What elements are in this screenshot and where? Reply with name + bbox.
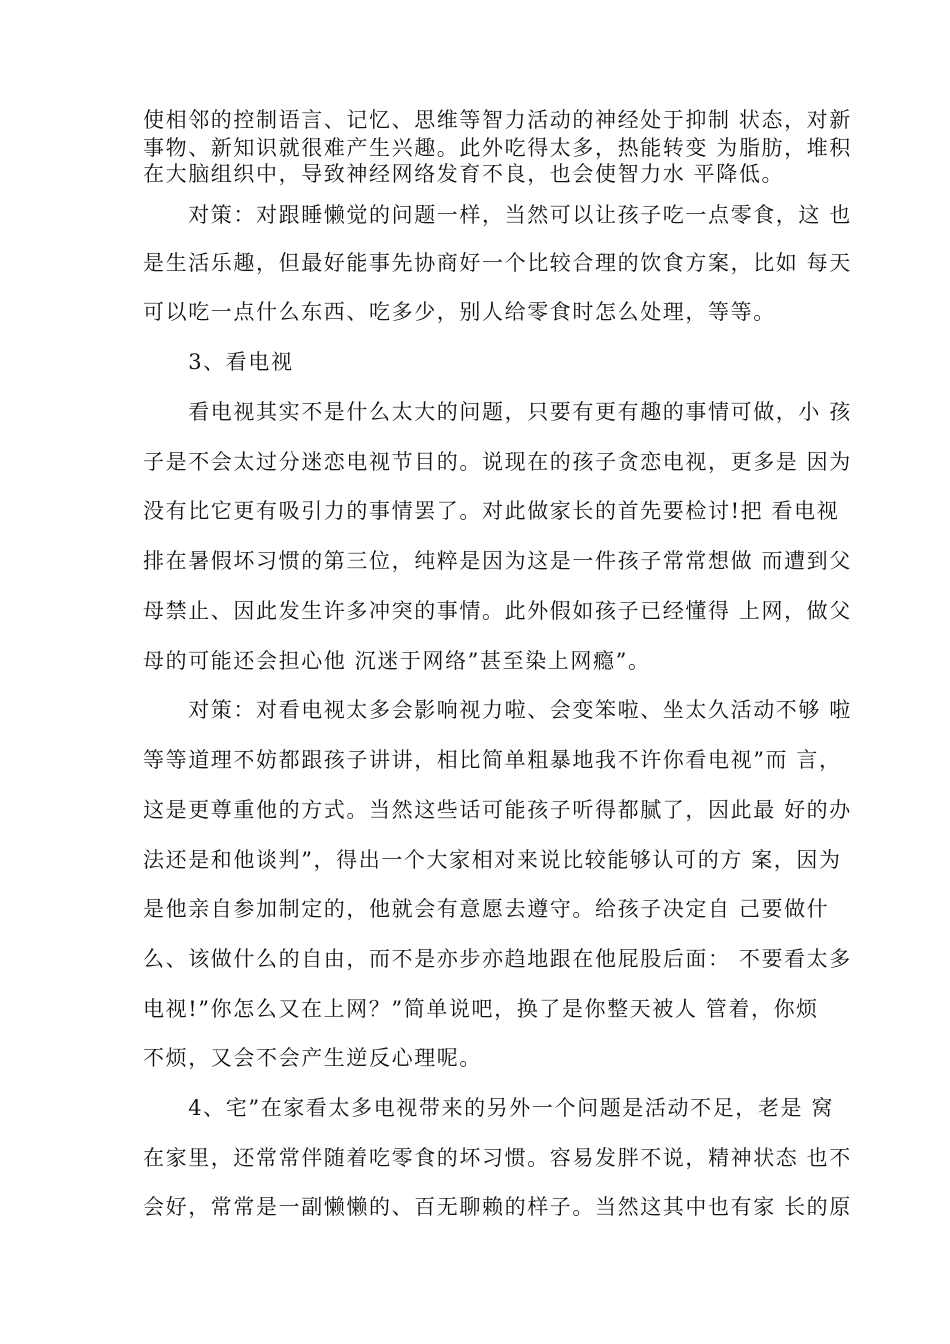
text-line: 会好，常常是一副懒懒的、百无聊赖的样子。当然这其中也有家 长的原	[143, 1195, 852, 1219]
text-line: 不烦，又会不会产生逆反心理呢。	[143, 1046, 482, 1070]
text-line: 没有比它更有吸引力的事情罢了。对此做家长的首先要检讨!把 看电视	[143, 499, 840, 523]
text-line: 这是更尊重他的方式。当然这些话可能孩子听得都腻了，因此最 好的办	[143, 798, 852, 822]
text-line: 是他亲自参加制定的，他就会有意愿去遵守。给孩子决定自 己要做什	[143, 897, 830, 921]
text-line: 母的可能还会担心他 沉迷于网络”甚至染上网瘾”。	[143, 649, 651, 673]
text-line: 看电视其实不是什么太大的问题，只要有更有趣的事情可做，小 孩	[143, 400, 852, 424]
text-line: 是生活乐趣，但最好能事先协商好一个比较合理的饮食方案，比如 每天	[143, 251, 852, 275]
text-line: 事物、新知识就很难产生兴趣。此外吃得太多，热能转变 为脂肪，堆积	[143, 136, 852, 160]
text-line: 电视!”你怎么又在上网？”简单说吧，换了是你整天被人 管着，你烦	[143, 997, 819, 1021]
text-line: 在家里，还常常伴随着吃零食的坏习惯。容易发胖不说，精神状态 也不	[143, 1146, 852, 1170]
text-line: 么、该做什么的自由，而不是亦步亦趋地跟在他屁股后面： 不要看太多	[143, 947, 852, 971]
text-line: 母禁止、因此发生许多冲突的事情。此外假如孩子已经懂得 上网，做父	[143, 599, 852, 623]
text-line: 对策：对看电视太多会影响视力啦、会变笨啦、坐太久活动不够 啦	[143, 698, 852, 722]
section-heading: 3、看电视	[143, 350, 294, 374]
text-line: 对策：对跟睡懒觉的问题一样，当然可以让孩子吃一点零食，这 也	[143, 203, 852, 227]
text-line: 法还是和他谈判”，得出一个大家相对来说比较能够认可的方 案，因为	[143, 848, 842, 872]
text-line: 子是不会太过分迷恋电视节目的。说现在的孩子贪恋电视，更多是 因为	[143, 450, 852, 474]
text-line: 排在暑假坏习惯的第三位，纯粹是因为这是一件孩子常常想做 而遭到父	[143, 549, 852, 573]
text-line: 使相邻的控制语言、记忆、思维等智力活动的神经处于抑制 状态，对新	[143, 108, 852, 132]
text-line: 等等道理不妨都跟孩子讲讲，相比简单粗暴地我不许你看电视”而 言，	[143, 748, 842, 772]
text-line: 4、宅”在家看太多电视带来的另外一个问题是活动不足，老是 窝	[143, 1096, 834, 1120]
text-line: 可以吃一点什么东西、吃多少，别人给零食时怎么处理，等等。	[143, 300, 776, 324]
text-line: 在大脑组织中，导致神经网络发育不良，也会使智力水 平降低。	[143, 162, 785, 186]
